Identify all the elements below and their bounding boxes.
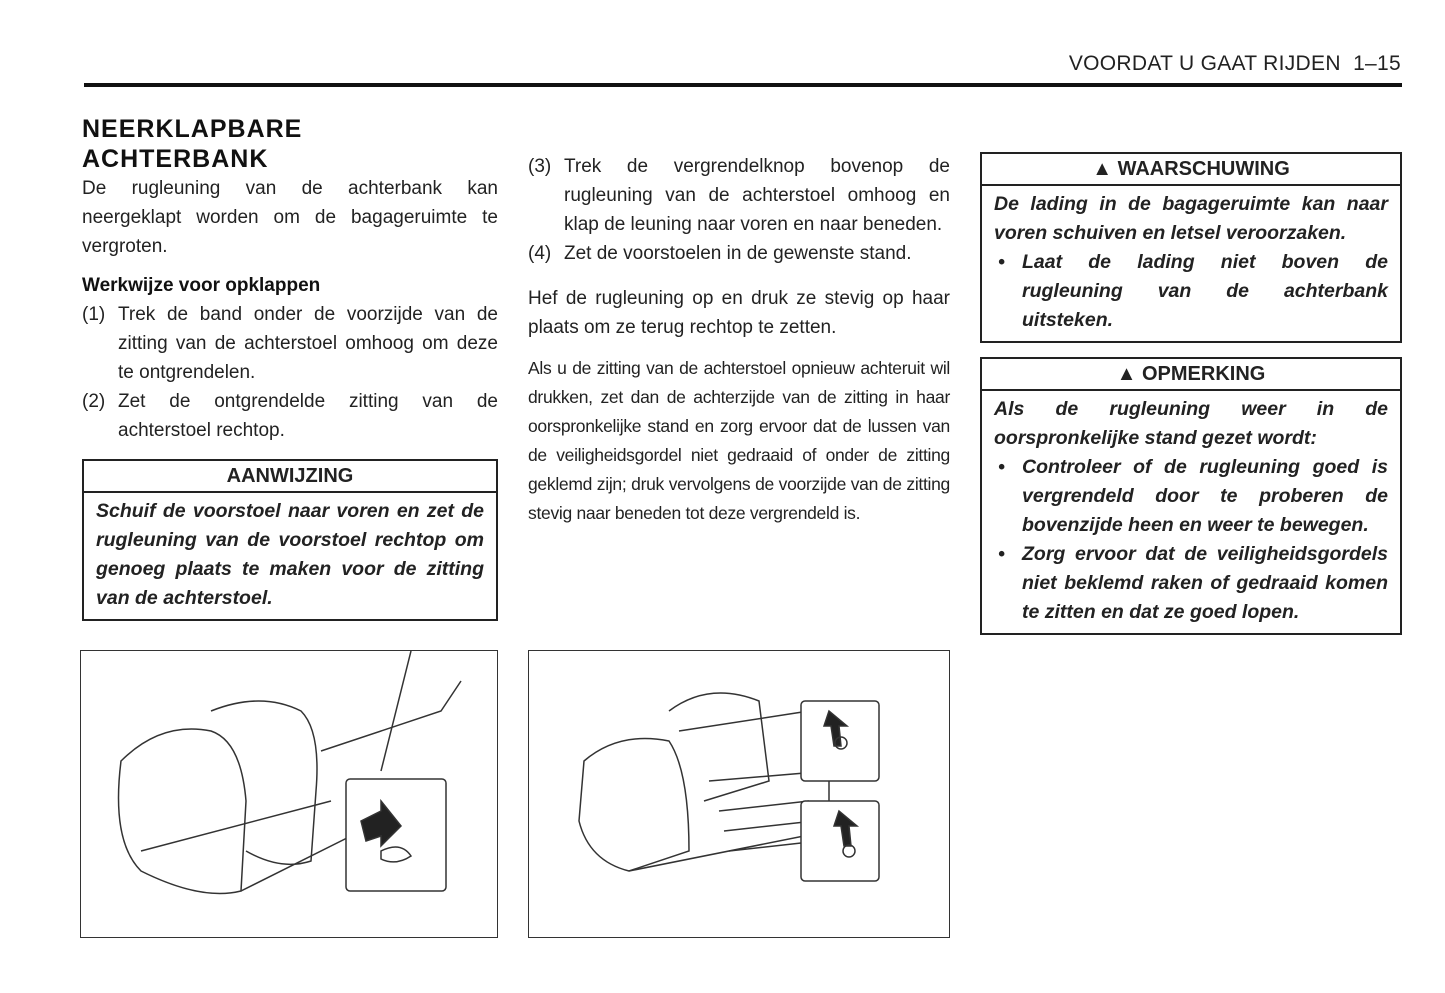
remark-title: OPMERKING xyxy=(1142,363,1266,385)
paragraph: Als u de zitting van de achterstoel opnieuw achteruit wil drukken, zet dan de achterzijde van de zitting in haar oorspronkelijke stand en zorg ervoor dat de lussen van de veiligheidsgordel niet gedraaid of onder de zitting geklemd zijn; druk vervolgens de voorzijde van de zitting stevig naar beneden tot deze vergrendeld is. xyxy=(528,358,950,523)
bullet-item: • Controleer of de rugleuning goed is vergrendeld door te proberen de bovenzijde heen en weer te bewegen. xyxy=(998,456,1388,536)
warning-text: De lading in de bagageruimte kan naar voren schuiven en letsel veroorzaken. xyxy=(994,193,1388,244)
header-title: VOORDAT U GAAT RIJDEN xyxy=(1068,52,1341,75)
step-item: (4) Zet de voorstoelen in de gewenste stand. xyxy=(528,243,912,264)
header-rule xyxy=(84,83,1402,87)
step-item: (3) Trek de vergrendelknop bovenop de rugleuning van de achterstoel omhoog en klap de leuning naar voren en naar beneden. xyxy=(528,156,950,235)
step-item: (1) Trek de band onder de voorzijde van de zitting van de achterstoel omhoog om deze te ontgrendelen. xyxy=(82,304,498,383)
remark-box xyxy=(980,357,1402,635)
intro-text: De rugleuning van de achterbank kan neergeklapt worden om de bagageruimte te vergroten. xyxy=(82,178,498,257)
bullet-item: • Zorg ervoor dat de veiligheidsgordels niet beklemd raken of gedraaid komen te zitten en dat ze goed lopen. xyxy=(998,543,1388,623)
column-3 xyxy=(980,152,1402,635)
paragraph: Hef de rugleuning op en druk ze stevig op haar plaats om ze terug rechtop te zetten. xyxy=(528,288,950,338)
warning-box xyxy=(980,152,1402,343)
remark-text: Als de rugleuning weer in de oorspronkelijke stand gezet wordt: xyxy=(994,398,1388,449)
subheading: Werkwijze voor opklappen xyxy=(82,275,321,296)
running-header xyxy=(1069,52,1401,76)
column-2 xyxy=(528,152,950,528)
warning-triangle-icon: ▲ xyxy=(1116,363,1137,385)
note-box xyxy=(82,459,498,621)
warning-triangle-icon: ▲ xyxy=(1092,158,1112,180)
bullet-item: • Laat de lading niet boven de rugleuning van de achterbank uitsteken. xyxy=(998,251,1388,331)
page-number: 1–15 xyxy=(1353,52,1401,75)
section-heading: NEERKLAPBARE ACHTERBANK xyxy=(82,115,303,173)
column-1 xyxy=(82,114,498,621)
seat-illustration-2 xyxy=(528,650,950,938)
note-title: AANWIJZING xyxy=(84,461,496,493)
note-text: Schuif de voorstoel naar voren en zet de rugleuning van de voorstoel rechtop om genoeg plaats te maken voor de zitting van de achterstoel. xyxy=(96,500,484,609)
warning-title: WAARSCHUWING xyxy=(1117,158,1290,180)
step-item: (2) Zet de ontgrendelde zitting van de achterstoel rechtop. xyxy=(82,391,498,441)
seat-illustration-1 xyxy=(80,650,498,938)
